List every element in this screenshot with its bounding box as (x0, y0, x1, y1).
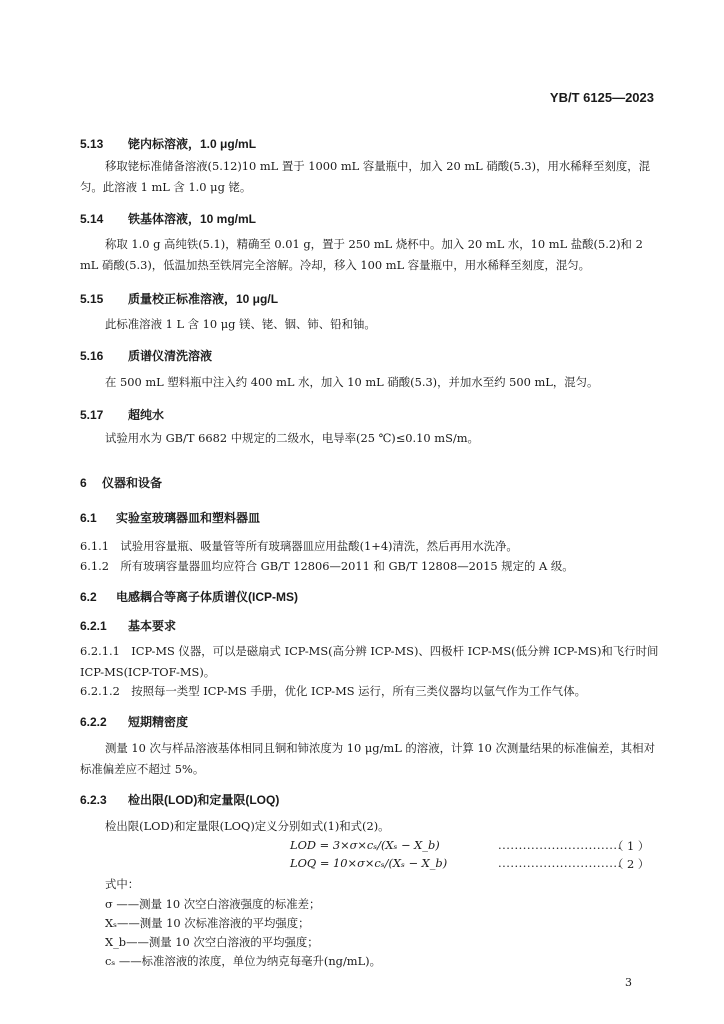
definition-xs: Xₛ——测量 10 次标准溶液的平均强度； (105, 916, 310, 930)
clause-6-2-1-1: 6.2.1.1 ICP-MS 仪器，可以是磁扇式 ICP-MS(高分辨 ICP-MS)、四极杆 ICP-MS(低分辨 ICP-MS)和飞行时间 ICP-MS(ICP-TOF-MS)。 (80, 644, 659, 679)
section-text-5-16: 在 500 mL 塑料瓶中注入约 400 mL 水，加入 10 mL 硝酸(5.3)，并加水至约 500 mL，混匀。 (105, 375, 599, 389)
definition-cs: cₛ ——标准溶液的浓度，单位为纳克每毫升(ng/mL)。 (105, 954, 381, 968)
section-heading-6-2-1: 6.2.1 基本要求 (80, 619, 177, 633)
clause-6-1-1: 6.1.1 试验用容量瓶、吸量管等所有玻璃器皿应用盐酸(1+4)清洗，然后再用水洗净。 (80, 539, 518, 553)
section-text-5-17: 试验用水为 GB/T 6682 中规定的二级水，电导率(25 ℃)≤0.10 mS/m。 (105, 431, 479, 445)
section-heading-5-14: 5.14 铁基体溶液，10 mg/mL (80, 212, 257, 226)
definition-sigma: σ ——测量 10 次空白溶液强度的标准差； (105, 897, 321, 911)
section-heading-5-13: 5.13 铑内标溶液，1.0 μg/mL (80, 137, 257, 151)
formula-lod: LOD = 3×σ×cₛ/(Xₛ − X_b) (290, 838, 440, 852)
section-text-5-13: 移取铑标准储备溶液(5.12)10 mL 置于 1000 mL 容量瓶中，加入 20 mL 硝酸(5.3)，用水稀释至刻度，混匀。此溶液 1 mL 含 1.0 μg 铑。 (80, 159, 651, 194)
section-text-5-15: 此标准溶液 1 L 含 10 μg 镁、铑、铟、铈、铅和铀。 (105, 317, 376, 331)
section-heading-6-2-2: 6.2.2 短期精密度 (80, 715, 189, 729)
clause-6-2-1-2: 6.2.1.2 按照每一类型 ICP-MS 手册，优化 ICP-MS 运行，所有三类仪器均以氩气作为工作气体。 (80, 684, 586, 698)
formula-leader-dots: .............................. (498, 838, 622, 852)
section-heading-5-16: 5.16 质谱仪清洗溶液 (80, 349, 213, 363)
section-heading-5-15: 5.15 质量校正标准溶液，10 μg/L (80, 292, 279, 306)
formula-loq: LOQ = 10×σ×cₛ/(Xₛ − X_b) (290, 856, 448, 870)
section-heading-5-17: 5.17 超纯水 (80, 408, 165, 422)
formula-number-2: （ 2 ） (612, 857, 650, 871)
section-text-6-2-3: 检出限(LOD)和定量限(LOQ)定义分别如式(1)和式(2)。 (105, 819, 390, 833)
variable-definitions (105, 895, 381, 971)
page-number: 3 (625, 976, 632, 989)
formula-leader-dots: .............................. (498, 856, 622, 870)
section-heading-6-2: 6.2 电感耦合等离子体质谱仪(ICP-MS) (80, 590, 298, 604)
section-heading-6: 6 仪器和设备 (80, 476, 163, 490)
where-label: 式中： (105, 877, 140, 891)
formula-number-1: （ 1 ） (612, 839, 650, 853)
section-heading-6-1: 6.1 实验室玻璃器皿和塑料器皿 (80, 511, 261, 525)
document-number: YB/T 6125—2023 (549, 90, 654, 105)
clause-6-1-2: 6.1.2 所有玻璃容量器皿均应符合 GB/T 12806—2011 和 GB/T 12808—2015 规定的 A 级。 (80, 559, 574, 573)
section-heading-6-2-3: 6.2.3 检出限(LOD)和定量限(LOQ) (80, 793, 280, 807)
section-text-5-14: 称取 1.0 g 高纯铁(5.1)，精确至 0.01 g，置于 250 mL 烧杯中。加入 20 mL 水，10 mL 盐酸(5.2)和 2 mL 硝酸(5.3)，低温加热至铁屑完全溶解。冷却，移入 100 mL 容量瓶中，用水稀释至刻度，混匀。 (80, 237, 643, 272)
definition-xb: X_b——测量 10 次空白溶液的平均强度； (105, 935, 319, 949)
section-text-6-2-2: 测量 10 次与样品溶液基体相同且铜和铈浓度为 10 μg/mL 的溶液，计算 10 次测量结果的标准偏差，其相对标准偏差应不超过 5%。 (80, 741, 655, 776)
